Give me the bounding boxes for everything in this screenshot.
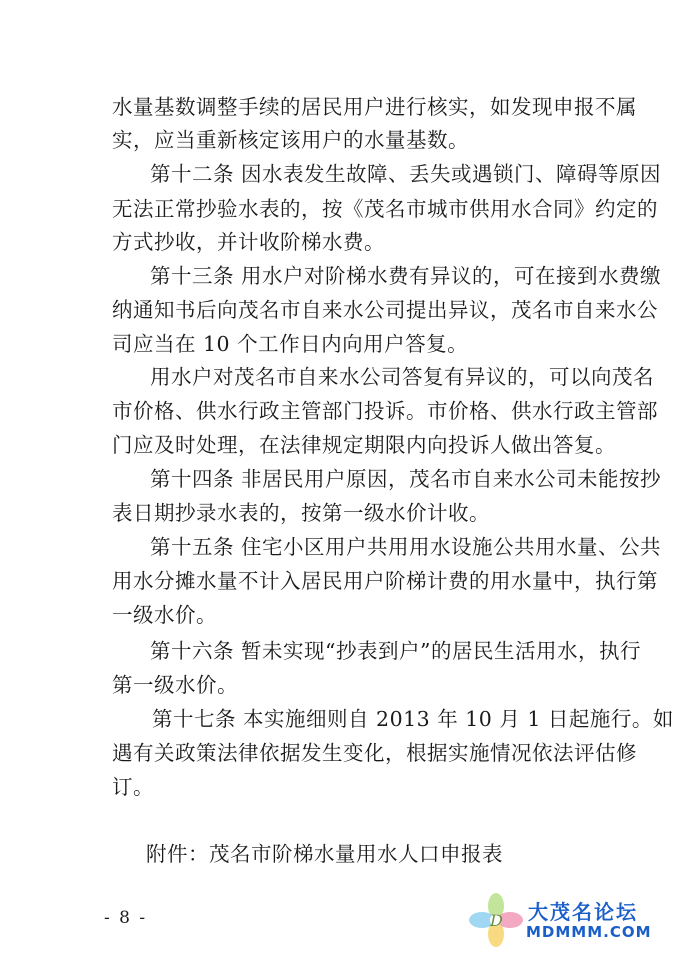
text-line: 市价格、供水行政主管部门投诉。市价格、供水行政主管部 (112, 399, 658, 423)
text-line: 订。 (112, 775, 154, 799)
text-line: 第十二条 因水表发生故障、丢失或遇锁门、障碍等原因 (150, 162, 662, 186)
text-line: 遇有关政策法律依据发生变化，根据实施情况依法评估修 (112, 741, 637, 765)
text-line: 附件：茂名市阶梯水量用水人口申报表 (146, 842, 503, 866)
page-number: - 8 - (104, 908, 148, 928)
text-line: 第十六条 暂未实现“抄表到户”的居民生活用水，执行 (150, 639, 641, 663)
text-line: 用水分摊水量不计入居民用户阶梯计费的用水量中，执行第 (112, 569, 658, 593)
text-line: 第十七条 本实施细则自 2013 年 10 月 1 日起施行。如 (152, 707, 674, 731)
text-line: 表日期抄录水表的，按第一级水价计收。 (112, 501, 490, 525)
text-line: 纳通知书后向茂名市自来水公司提出异议，茂名市自来水公 (112, 298, 658, 322)
text-line: 第十三条 用水户对阶梯水费有异议的，可在接到水费缴 (150, 264, 662, 288)
text-line: 一级水价。 (112, 603, 217, 627)
text-line: 门应及时处理，在法律规定期限内向投诉人做出答复。 (112, 433, 616, 457)
text-line: 第十四条 非居民用户原因，茂名市自来水公司未能按抄 (150, 467, 662, 491)
forum-watermark-logo[interactable] (468, 890, 668, 950)
text-line: 第十五条 住宅小区用户共用用水设施公共用水量、公共 (150, 535, 662, 559)
text-line: 用水户对茂名市自来水公司答复有异议的，可以向茂名 (150, 365, 654, 389)
watermark-url: MDMMM.COM (526, 923, 652, 941)
text-line: 司应当在 10 个工作日内向用户答复。 (112, 332, 469, 356)
watermark-title: 大茂名论坛 (528, 900, 638, 924)
text-line: 方式抄收，并计收阶梯水费。 (112, 230, 385, 254)
text-line: 水量基数调整手续的居民用户进行核实，如发现申报不属 (112, 95, 637, 119)
text-line: 无法正常抄验水表的，按《茂名市城市供用水合同》约定的 (112, 197, 658, 221)
text-line: 实，应当重新核定该用户的水量基数。 (112, 128, 469, 152)
text-line: 第一级水价。 (112, 673, 238, 697)
flower-icon (468, 890, 528, 950)
svg-text:D: D (490, 911, 503, 930)
